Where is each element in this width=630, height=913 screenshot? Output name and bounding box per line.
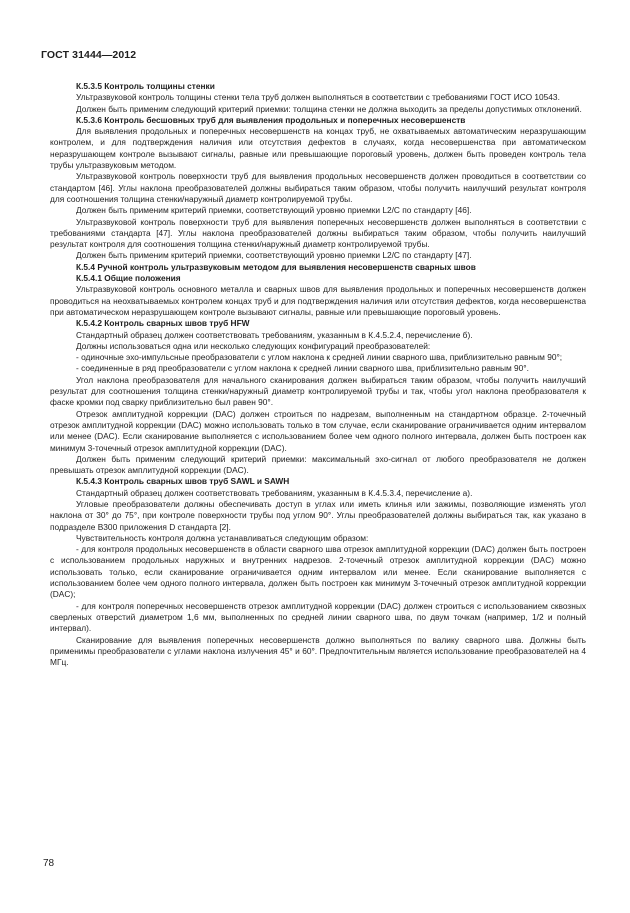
paragraph: Отрезок амплитудной коррекции (DAC) должен строиться по надрезам, выполненным на стандартном образце. 2-точечный отрезок амплитудной коррекции (DAC) можно использовать только в том случае, если сканирование ограничивается одним интервалом или менее (DAC). Если сканирование выполняется с использованием более чем одного полного интервала, должен быть построен как минимум 3-точечный отрезок амплитудной коррекции (DAC). (50, 408, 586, 453)
paragraph: Ультразвуковой контроль поверхности труб для выявления поперечных несовершенств должен выполняться в соответствии с требованиями стандарта [47]. Углы наклона преобразователей должны выбираться таким образом, чтобы получить наилучший результат контроля для соотношения толщина стенки/наружный диаметр контролируемой трубы. (50, 216, 586, 250)
paragraph: Должен быть применим следующий критерий приемки: максимальный эхо-сигнал от любого преобразователя не должен превышать отрезок амплитудной коррекции (DAC). (50, 453, 586, 476)
paragraph: Для выявления продольных и поперечных несовершенств на концах труб, не охватываемых автоматическим неразрушающим контролем, и для подтверждения наличия или отсутствия дефектов в случаях, когда несовершенства при автоматическом неразрушающем контроле вызывают сигналы, равные или превышающие пороговый уровень, должен быть проведен контроль тела трубы ультразвуковым методом. (50, 126, 586, 171)
section-heading: К.5.3.6 Контроль бесшовных труб для выявления продольных и поперечных несовершенств (76, 114, 466, 125)
page-number: 78 (43, 858, 55, 869)
paragraph: Должен быть применим следующий критерий приемки: толщина стенки не должна выходить за пределы допустимых отклонений. (76, 103, 582, 114)
document-header: ГОСТ 31444—2012 (41, 49, 137, 61)
paragraph: Ультразвуковой контроль поверхности труб для выявления продольных несовершенств должен проводиться в соответствии со стандартом [46]. Углы наклона преобразователей должны выбираться таким образом, чтобы получить наилучший результат контроля для соотношения толщина стенки/наружный диаметр контролируемой трубы. (50, 171, 586, 204)
section-heading: К.5.4 Ручной контроль ультразвуковым методом для выявления несовершенств сварных швов (76, 261, 476, 272)
section-heading: К.5.4.1 Общие положения (76, 273, 181, 284)
document-body (50, 81, 586, 668)
paragraph: Должен быть применим критерий приемки, соответствующий уровню приемки L2/C по стандарту [46]. (76, 205, 472, 216)
paragraph: Стандартный образец должен соответствовать требованиям, указанным в К.4.5.2.4, перечисление б). (76, 329, 473, 340)
paragraph: Должен быть применим критерий приемки, соответствующий уровню приемки L2/C по стандарту [47]. (76, 250, 472, 261)
paragraph: Чувствительность контроля должна устанавливаться следующим образом: (76, 532, 369, 543)
paragraph: - соединенные в ряд преобразователи с углом наклона к средней линии сварного шва, приблизительно равным 90°. (76, 363, 529, 374)
paragraph: Угол наклона преобразователя для начального сканирования должен выбираться таким образом, чтобы получить наилучший результат для соотношения толщина стенки/наружный диаметр контролируемой трубы и так, чтобы угол наклона преобразователя к фаске кромки под сварку приблизительно был равен 90°. (50, 374, 586, 408)
paragraph: Угловые преобразователи должны обеспечивать доступ в углах или иметь клинья или зажимы, позволяющие изменять угол наклона от 30° до 75°, при контроле поверхности трубы под углом 90°. Углы преобразователей должны выбираться так, как указано в подразделе В300 приложения D стандарта [2]. (50, 498, 586, 532)
paragraph: Ультразвуковой контроль основного металла и сварных швов для выявления продольных и поперечных несовершенств должен проводиться на неохватываемых контролем концах труб и для подтверждения наличия или отсутствия дефектов, когда несовершенства при автоматическом неразрушающем контроле вызывают сигналы, равные или превышающие пороговый уровень. (50, 284, 586, 317)
paragraph: - для контроля поперечных несовершенств отрезок амплитудной коррекции (DAC) должен строиться с использованием сквозных сверленых отверстий диаметром 1,6 мм, выполненных по средней линии сварного шва, по двум точкам (например, 1/2 и полный интервал). (50, 600, 586, 634)
paragraph: Сканирование для выявления поперечных несовершенств должно выполняться по валику сварного шва. Должны быть применимы преобразователи с углами наклона излучения 45° и 60°. Предпочтительным является использование преобразователей на 4 МГц. (50, 634, 586, 668)
section-heading: К.5.4.3 Контроль сварных швов труб SAWL и SAWH (76, 476, 290, 487)
section-heading: К.5.3.5 Контроль толщины стенки (76, 81, 215, 91)
paragraph: Ультразвуковой контроль толщины стенки тела труб должен выполняться в соответствии с требованиями ГОСТ ИСО 10543. (76, 92, 560, 103)
paragraph: Должны использоваться одна или несколько следующих конфигураций преобразователей: (76, 340, 431, 351)
paragraph: - для контроля продольных несовершенств в области сварного шва отрезок амплитудной коррекции (DAC) должен быть построен с использованием продольных наружных и внутренних надрезов. 2-точечный отрезок амплитудной коррекции (DAC) можно использовать только, если сканирование ограничивается одним интервалом или менее. Если сканирование выполняется с использованием более чем одного полного интервала, должен быть построен как минимум 3-точечный отрезок амплитудной коррекции (DAC); (50, 544, 586, 600)
paragraph: Стандартный образец должен соответствовать требованиям, указанным в К.4.5.3.4, перечисление а). (76, 487, 473, 498)
paragraph: - одиночные эхо-импульсные преобразователи с углом наклона к средней линии сварного шва, приблизительно равным 90°; (76, 352, 563, 363)
section-heading: К.5.4.2 Контроль сварных швов труб HFW (76, 318, 250, 329)
